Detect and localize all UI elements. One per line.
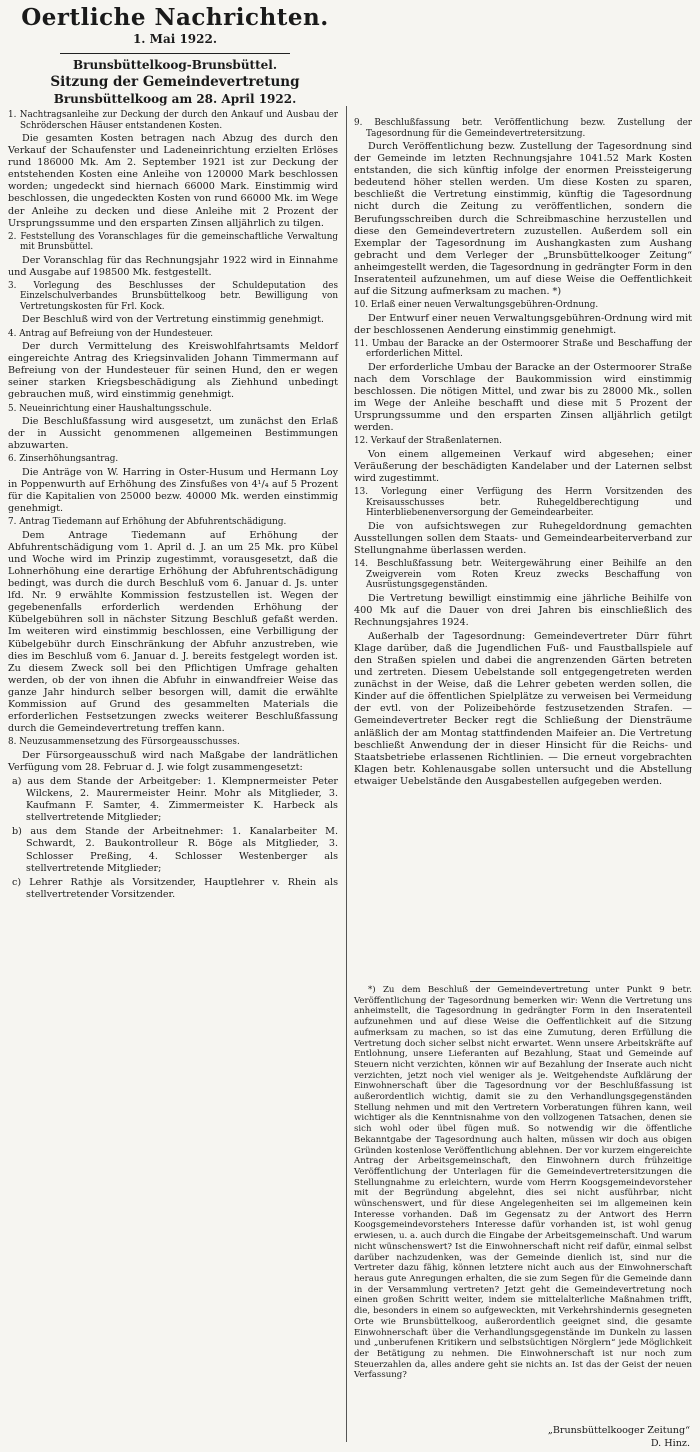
agenda-text-13: Die von aufsichtswegen zur Ruhegeldordnung gemachten Ausstellungen sollen dem Staats- und Gemeindearbeiterverband zur Stellungnahme überlassen werden. — [354, 520, 692, 556]
agenda-item-4: 4. Antrag auf Befreiung von der Hundesteuer. — [8, 328, 214, 339]
agenda-text-6: Die Anträge von W. Harring in Oster-Husum und Hermann Loy in Poppenwurth auf Erhöhung des Zinsfußes von 4¹/₄ auf 5 Prozent für die Kapitalien von 25000 bezw. 40000 Mk. werden einstimmig genehmigt. — [8, 466, 338, 515]
agenda-text-11: Der erforderliche Umbau der Baracke an der Ostermoorer Straße nach dem Vorschlage der Baukommission wird einstimmig beschlossen. Die nötigen Mittel, und zwar bis zu 28000 Mk., sollen im Wege der Anleihe beschafft und diese mit 5 Prozent der Ursprungssumme und den ersparten Zinsen alljährlich getilgt werden. — [354, 361, 692, 434]
member-group-b: b) aus dem Stande der Arbeitnehmer: 1. Kanalarbeiter M. Schwardt, 2. Baukontrolleur R. Böge als Mitglieder, 3. Schlosser Preßing, 4. Schlosser Westenberger als stellvertretende Mitglieder; — [12, 826, 338, 874]
agenda-item-6: 6. Zinserhöhungsantrag. — [8, 454, 119, 465]
member-group-c: c) Lehrer Rathje als Vorsitzender, Hauptlehrer v. Rhein als stellvertretender Vorsitzender. — [12, 876, 338, 900]
agenda-item-2: 2. Feststellung des Voranschlages für die gemeinschaftliche Verwaltung mit Brunsbüttel. — [8, 231, 338, 253]
article-place: Brunsbüttelkoog-Brunsbüttel. — [73, 58, 277, 72]
article-subheading: Brunsbüttelkoog am 28. April 1922. — [53, 92, 297, 106]
member-group-a: a) aus dem Stande der Arbeitgeber: 1. Klempnermeister Peter Wilckens, 2. Maurermeister Heinr. Mohr als Mitglieder, 3. Kaufmann F. Samter, 4. Zimmermeister K. Harbeck als stellvertretende Mitglieder; — [12, 775, 338, 824]
article-heading: Sitzung der Gemeindevertretung — [50, 74, 300, 90]
agenda-text-4: Der durch Vermittelung des Kreiswohlfahrtsamts Meldorf eingereichte Antrag des Kriegsinvaliden Johann Timmermann auf Befreiung von der Hundesteuer für seinen Hund, den er wegen seiner starken Kriegsbeschädigung als Ziehhund unbedingt gebrauchen muß, wird einstimmig genehmigt. — [8, 341, 338, 401]
committee-members — [8, 776, 338, 901]
agenda-text-14: Die Vertretung bewilligt einstimmig eine jährliche Beihilfe von 400 Mk auf die Dauer von drei Jahren bis einschließlich des Rechnungsjahres 1924. — [354, 592, 692, 628]
agenda-text-8: Der Fürsorgeausschuß wird nach Maßgabe der landrätlichen Verfügung vom 28. Februar d. J. wie folgt zusammengesetzt: — [8, 749, 338, 773]
footnote-text: *) Zu dem Beschluß der Gemeindevertretung unter Punkt 9 betr. Veröffentlichung der Tagesordnung bemerken wir: Wenn die Vertretung uns anheimstellt, die Tagesordnung in gedrängter Form in den Inseratenteil aufzunehmen und auf diese Weise die Oeffentlichkeit auf die Sitzung aufmerksam zu machen, so ist das eine Zumutung, deren Erfüllung die Vertretung doch sicher selbst nicht erwartet. Wenn unsere Arbeitskräfte auf Entlohnung, unsere Lieferanten auf Bezahlung, Staat und Gemeinde auf Steuern nicht verzichten, können wir auf Bezahlung der Inserate auch nicht verzichten, jetzt noch viel weniger als je. Weitgehendste Aufklärung der Einwohnerschaft über die Tagesordnung vor der Beschlußfassung ist außerordentlich wichtig, damit sie zu den Verhandlungsgegenständen Stellung nehmen und mit den Vertretern Vorberatungen führen kann, weil wichtiger als die Kenntnisnahme von den vollzogenen Tatsachen, denen sie sich wohl oder übel fügen muß. So notwendig wir die öffentliche Bekanntgabe der Tagesordnung auch halten, müssen wir doch aus obigen Gründen kostenlose Veröffentlichung ablehnen. Der vor kurzem eingereichte Antrag der Arbeitsgemeinschaft, den Einwohnern durch frühzeitige Veröffentlichung der Unterlagen für die Gemeindevertretersitzungen die Stellungnahme zu erleichtern, wurde vom Herrn Koogsgemeindevorsteher mit der Begründung abgelehnt, dies sei nicht ausführbar, nicht wünschenswert, und für diese Angelegenheiten sei im allgemeinen kein Interesse vorhanden. Daß im Gegensatz zu der Antwort des Herrn Koogsgemeindevorstehers Interesse dafür vorhanden ist, ist wohl genug erwiesen, u. a. auch durch die Eingabe der Arbeitsgemeinschaft. Und warum nicht wünschenswert? Ist die Einwohnerschaft nicht reif dafür, einmal selbst darüber nachzudenken, was der Gemeinde dienlich ist, sind nur die Vertreter dazu fähig, können letztere nicht auch aus der Einwohnerschaft heraus gute Anregungen erhalten, die sie zum Segen für die Gemeinde dann in der Versammlung vertreten? Jetzt geht die Gemeindevertretung noch einen großen Schritt weiter, indem sie mittelalterliche Maßnahmen trifft, die, besonders in einem so aufgeweckten, mit Verkehrshindernis gesegneten Orte wie Brunsbüttelkoog, außerordentlich geeignet sind, die gesamte Einwohnerschaft über die Verhandlungsgegenstände im Dunkeln zu lassen und „unberufenen Kritikern und selbstsüchtigen Nörglern“ jede Möglichkeit der Betätigung zu nehmen. Die Einwohnerschaft ist nur noch zum Steuerzahlen da, alles andere geht sie nichts an. Ist das der Geist der neuen Verfassung? — [354, 985, 692, 1381]
section-title: Oertliche Nachrichten. — [21, 4, 329, 31]
agenda-item-12: 12. Verkauf der Straßenlaternen. — [354, 436, 502, 447]
agenda-text-12: Von einem allgemeinen Verkauf wird abgesehen; einer Veräußerung der beschädigten Kandelaber und der Laternen selbst wird zugestimmt. — [354, 448, 692, 485]
editorial-footnote — [354, 985, 692, 1381]
outside-agenda-text: Außerhalb der Tagesordnung: Gemeindevertreter Dürr führt Klage darüber, daß die Jugendlichen Fuß- und Faustballspiele auf den Straßen spielen und dabei die angrenzenden Gärten betreten und zertreten. Diesem Uebelstande soll entgegengetreten werden zunächst in der Weise, daß die Lehrer gebeten werden sollen, die Kinder auf die öffentlichen Spielplätze zu verweisen bei Vermeidung der evtl. von der Polizeibehörde festzusetzenden Strafen. — Gemeindevertreter Becker regt die Schließung der Diensträume anläßlich der am Montag stattfindenden Maifeier an. Die Vertretung beschließt Anwendung der in dieser Hinsicht für die Reichs- und Staatsbetriebe erlassenen Richtlinien. — Die erneut vorgebrachten Klagen betr. Kohlenausgabe sollen untersucht und die Abstellung etwaiger Uebelstände den Ausgabestellen aufgegeben werden. — [354, 630, 692, 787]
title-rule — [60, 53, 290, 54]
masthead — [0, 4, 350, 46]
right-column — [354, 116, 692, 790]
agenda-text-10: Der Entwurf einer neuen Verwaltungsgebühren-Ordnung wird mit der beschlossenen Aenderung einstimmig genehmigt. — [354, 312, 692, 336]
agenda-text-7: Dem Antrage Tiedemann auf Erhöhung der Abfuhrentschädigung vom 1. April d. J. an um 25 Mk. pro Kübel und Woche wird im Prinzip zugestimmt, vorausgesetzt, daß die Lohnerhöhung eine derartige Erhöhung der Abfuhrentschädigung bedingt, was durch die durch Beschluß vom 6. Januar d. Js. unter lfd. Nr. 9 erwählte Kommission festzustellen ist. Wegen der gegebenenfalls erforderlich werdenden Erhöhung der Kübelgebühren soll in nächster Sitzung Beschluß gefaßt werden. Im weiteren wird einstimmig beschlossen, eine Verbilligung der Kübelgebühr durch Einschränkung der Abfuhr anzustreben, wie dies im Beschluß vom 6. Januar d. J. bereits festgelegt worden ist. Zu diesem Zweck soll bei den Pflichtigen Umfrage gehalten werden, ob der von ihnen die Abfuhr in einwandfreier Weise das ganze Jahr hindurch selber besorgen will, damit die erwählte Kommission auf Grund des gesammelten Materials die erforderlichen Festsetzungen zwecks weiterer Beschlußfassung durch die Gemeindevertretung treffen kann. — [8, 529, 338, 735]
agenda-item-7: 7. Antrag Tiedemann auf Erhöhung der Abfuhrentschädigung. — [8, 517, 287, 528]
agenda-item-5: 5. Neueinrichtung einer Haushaltungsschule. — [8, 403, 212, 414]
signature-name: D. Hinz. — [650, 1438, 690, 1449]
agenda-text-9: Durch Veröffentlichung bezw. Zustellung der Tagesordnung sind der Gemeinde im letzten Rechnungsjahre 1041.52 Mark Kosten entstanden, die sich künftig infolge der enormen Preissteigerung bedeutend höher stellen werden. Um diese Kosten zu sparen, beschließt die Vertretung einstimmig, künftig die Tagesordnung nicht durch die Zeitung zu veröffentlichen, sondern die Berufungsschreiben durch die Schreibmaschine herzustellen und diese den Gemeindevertretern zuzustellen. Außerdem soll ein Exemplar der Tagesordnung im Aushangkasten zum Aushang gebracht und dem Verleger der „Brunsbüttelkooger Zeitung“ anheimgestellt werden, die Tagesordnung in gedrängter Form in den Inseratenteil aufzunehmen, um auf diese Weise die Oeffentlichkeit auf die Sitzung aufmerksam zu machen. *) — [354, 141, 692, 298]
left-column — [8, 108, 338, 903]
agenda-item-10: 10. Erlaß einer neuen Verwaltungsgebühren-Ordnung. — [354, 300, 599, 311]
footnote-rule — [470, 981, 590, 982]
agenda-text-5: Die Beschlußfassung wird ausgesetzt, um zunächst den Erlaß der in Aussicht genommenen allgemeinen Bestimmungen abzuwarten. — [8, 416, 338, 452]
signature-newspaper: „Brunsbüttelkooger Zeitung“ — [547, 1425, 690, 1436]
agenda-item-13: 13. Vorlegung einer Verfügung des Herrn Vorsitzenden des Kreisausschusses betr. Ruhegeldberechtigung und Hinterbliebenenversorgung der Gemeindearbeiter. — [354, 487, 692, 519]
column-divider — [346, 106, 347, 1442]
agenda-text-2: Der Voranschlag für das Rechnungsjahr 1922 wird in Einnahme und Ausgabe auf 198500 Mk. festgestellt. — [8, 254, 338, 278]
agenda-item-8: 8. Neuzusammensetzung des Fürsorgeausschusses. — [8, 737, 240, 748]
agenda-item-11: 11. Umbau der Baracke an der Ostermoorer Straße und Beschaffung der erforderlichen Mittel. — [354, 338, 692, 360]
issue-date: 1. Mai 1922. — [132, 32, 218, 46]
agenda-item-3: 3. Vorlegung des Beschlusses der Schuldeputation des Einzelschulverbandes Brunsbüttelkoog betr. Bewilligung von Vertretungskosten für Frl. Kock. — [8, 280, 338, 312]
agenda-item-1: 1. Nachtragsanleihe zur Deckung der durch den Ankauf und Ausbau der Schröderschen Häuser entstandenen Kosten. — [8, 110, 338, 131]
agenda-text-1: Die gesamten Kosten betragen nach Abzug des durch den Verkauf der Schaufenster und Ladeneinrichtung erzielten Erlöses rund 186000 Mk. Am 2. September 1921 ist zur Deckung der entstehenden Kosten eine Anleihe von 120000 Mark beschlossen worden; ungedeckt sind hiernach 66000 Mark. Einstimmig wird beschlossen, die ungedeckten Kosten von rund 66000 Mk. im Wege der Anleihe zu decken und diese Anleihe mit 2 Prozent der Ursprungssumme und den ersparten Zinsen alljährlich zu tilgen. — [8, 133, 338, 229]
agenda-item-9: 9. Beschlußfassung betr. Veröffentlichung bezw. Zustellung der Tagesordnung für die Gemeindevertretersitzung. — [354, 118, 692, 139]
agenda-item-14: 14. Beschlußfassung betr. Weitergewährung einer Beihilfe an den Zweigverein vom Roten Kreuz zwecks Beschaffung von Ausrüstungsgegenständen. — [354, 559, 692, 591]
agenda-text-3: Der Beschluß wird von der Vertretung einstimmig genehmigt. — [22, 314, 324, 326]
